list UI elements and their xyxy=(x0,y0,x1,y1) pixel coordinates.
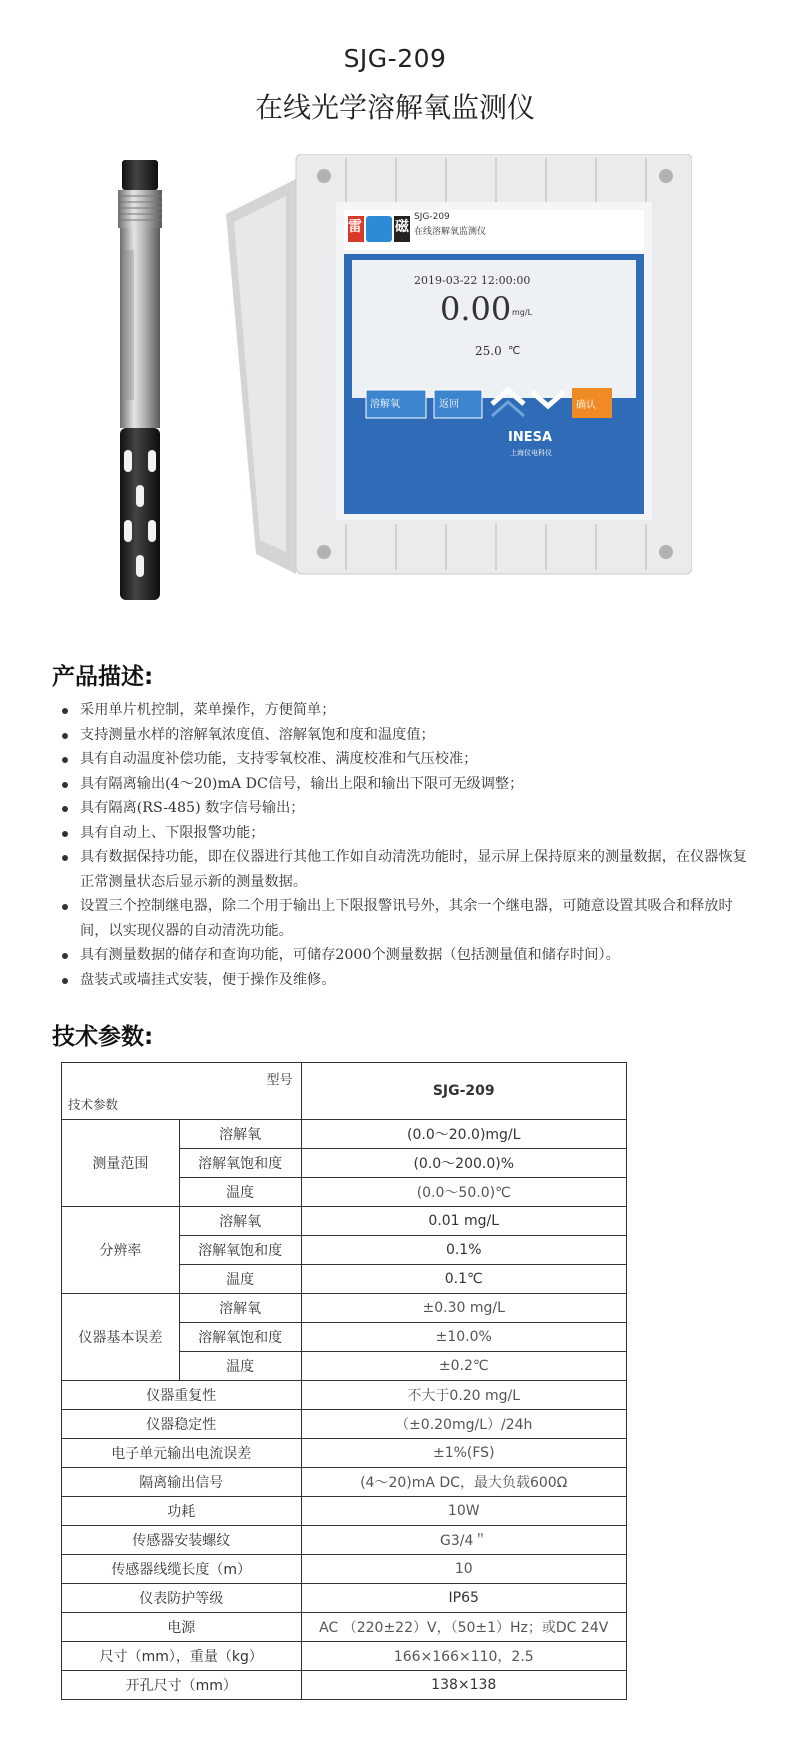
cell-value: 0.1% xyxy=(301,1236,627,1265)
sub-label: 溶解氧 xyxy=(179,1120,301,1149)
table-row xyxy=(62,1497,627,1526)
cell-value: ±0.2℃ xyxy=(301,1352,627,1381)
table-row xyxy=(62,1120,627,1149)
sub-label: 溶解氧饱和度 xyxy=(179,1323,301,1352)
list-item: 采用单片机控制，菜单操作，方便简单； xyxy=(58,698,758,723)
sub-label: 温度 xyxy=(179,1352,301,1381)
cell-value: 138×138 xyxy=(301,1671,627,1700)
table-row xyxy=(62,1381,627,1410)
key-dissolved-oxygen: 溶解氧 xyxy=(370,399,400,410)
table-row xyxy=(62,1613,627,1642)
list-item: 盘装式或墙挂式安装，便于操作及维修。 xyxy=(58,968,758,993)
cell-value: (0.0～200.0)% xyxy=(301,1149,627,1178)
cell-value: 0.01 mg/L xyxy=(301,1207,627,1236)
list-item: 具有隔离(RS-485) 数字信号输出； xyxy=(58,796,758,821)
screen-temp-unit: ℃ xyxy=(508,344,521,357)
cell-value: (0.0～20.0)mg/L xyxy=(301,1120,627,1149)
table-row xyxy=(62,1294,627,1323)
specs-heading: 技术参数: xyxy=(52,1024,154,1050)
row-label: 仪表防护等级 xyxy=(62,1584,302,1613)
row-label: 传感器线缆长度（m） xyxy=(62,1555,302,1584)
table-row xyxy=(62,1671,627,1700)
cell-value: AC （220±22）V，（50±1）Hz；或DC 24V xyxy=(301,1613,627,1642)
list-item: 设置三个控制继电器，除二个用于输出上下限报警讯号外，其余一个继电器，可随意设置其吸合和释放时间，以实现仪器的自动清洗功能。 xyxy=(58,894,758,943)
product-name-title: 在线光学溶解氧监测仪 xyxy=(254,91,535,124)
sub-label: 溶解氧 xyxy=(179,1294,301,1323)
list-item: 具有数据保持功能，即在仪器进行其他工作如自动清洗功能时，显示屏上保持原来的测量数据，在仪器恢复正常测量状态后显示新的测量数据。 xyxy=(58,845,758,894)
row-label: 开孔尺寸（mm） xyxy=(62,1671,302,1700)
cell-value: 10 xyxy=(301,1555,627,1584)
key-confirm: 确认 xyxy=(576,400,596,411)
probe-sensor-image xyxy=(110,160,170,600)
header-model-label: 型号 xyxy=(266,1073,293,1088)
maker-logo: INESA xyxy=(508,430,553,445)
sub-label: 溶解氧 xyxy=(179,1207,301,1236)
cell-value: 0.1℃ xyxy=(301,1265,627,1294)
row-label: 尺寸（mm），重量（kg） xyxy=(62,1642,302,1671)
cell-value: 10W xyxy=(301,1497,627,1526)
screen-value: 0.00 xyxy=(440,290,512,328)
row-label: 仪器重复性 xyxy=(62,1381,302,1410)
table-row xyxy=(62,1526,627,1555)
row-label: 电源 xyxy=(62,1613,302,1642)
group-label: 仪器基本误差 xyxy=(62,1294,180,1381)
screen-temp: 25.0 xyxy=(475,344,502,358)
cell-value: (0.0～50.0)℃ xyxy=(301,1178,627,1207)
row-label: 仪器稳定性 xyxy=(62,1410,302,1439)
brand-char-right: 磁 xyxy=(395,219,409,235)
monitor-device-image xyxy=(226,154,692,590)
cell-value: （±0.20mg/L）/24h xyxy=(301,1410,627,1439)
brand-char-left: 雷 xyxy=(348,219,362,235)
list-item: 具有测量数据的储存和查询功能，可储存2000个测量数据（包括测量值和储存时间）。 xyxy=(58,943,758,968)
sub-label: 溶解氧饱和度 xyxy=(179,1149,301,1178)
cell-value: ±0.30 mg/L xyxy=(301,1294,627,1323)
cell-value: 166×166×110，2.5 xyxy=(301,1642,627,1671)
specs-table xyxy=(61,1062,627,1700)
product-model-title: SJG-209 xyxy=(343,44,447,73)
group-label: 分辨率 xyxy=(62,1207,180,1294)
list-item: 具有自动上、下限报警功能； xyxy=(58,821,758,846)
cell-value: ±10.0% xyxy=(301,1323,627,1352)
cell-value: 不大于0.20 mg/L xyxy=(301,1381,627,1410)
table-row xyxy=(62,1439,627,1468)
table-row xyxy=(62,1584,627,1613)
description-heading: 产品描述: xyxy=(52,664,154,690)
row-label: 隔离输出信号 xyxy=(62,1468,302,1497)
table-row xyxy=(62,1642,627,1671)
header-param-label: 技术参数 xyxy=(68,1097,119,1112)
row-label: 传感器安装螺纹 xyxy=(62,1526,302,1555)
header-model-value: SJG-209 xyxy=(301,1063,627,1120)
screen-unit: mg/L xyxy=(512,308,533,317)
table-row xyxy=(62,1555,627,1584)
list-item: 支持测量水样的溶解氧浓度值、溶解氧饱和度和温度值； xyxy=(58,723,758,748)
table-row xyxy=(62,1410,627,1439)
description-list xyxy=(58,698,758,992)
table-row xyxy=(62,1207,627,1236)
cell-value: IP65 xyxy=(301,1584,627,1613)
maker-subtitle: 上海仪电科仪 xyxy=(510,449,552,457)
group-label: 测量范围 xyxy=(62,1120,180,1207)
list-item: 具有自动温度补偿功能，支持零氧校准、满度校准和气压校准； xyxy=(58,747,758,772)
table-row xyxy=(62,1063,627,1120)
screen-datetime: 2019-03-22 12:00:00 xyxy=(414,274,531,287)
cell-value: (4～20)mA DC，最大负载600Ω xyxy=(301,1468,627,1497)
panel-model-label: SJG-209 xyxy=(414,212,450,222)
table-header-cell xyxy=(62,1063,302,1120)
sub-label: 温度 xyxy=(179,1178,301,1207)
cell-value: ±1%(FS) xyxy=(301,1439,627,1468)
table-row xyxy=(62,1468,627,1497)
list-item: 具有隔离输出(4～20)mA DC信号，输出上限和输出下限可无级调整； xyxy=(58,772,758,797)
sub-label: 溶解氧饱和度 xyxy=(179,1236,301,1265)
sub-label: 温度 xyxy=(179,1265,301,1294)
cell-value: G3/4＂ xyxy=(301,1526,627,1555)
row-label: 电子单元输出电流误差 xyxy=(62,1439,302,1468)
row-label: 功耗 xyxy=(62,1497,302,1526)
panel-name-label: 在线溶解氧监测仪 xyxy=(414,227,487,237)
key-back: 返回 xyxy=(439,399,459,410)
